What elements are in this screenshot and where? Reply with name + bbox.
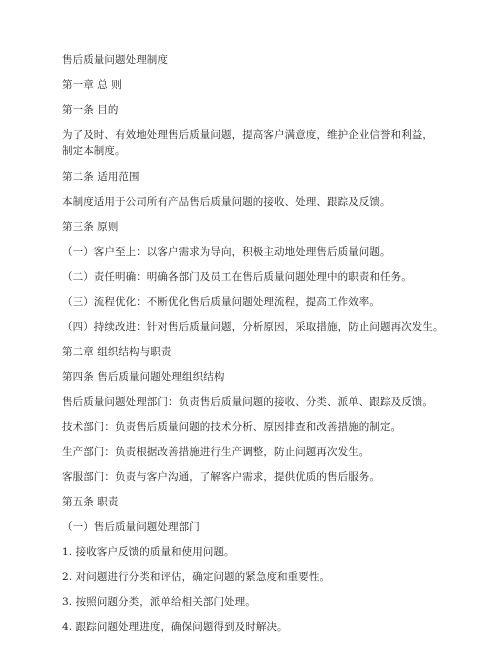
org-unit-item: 客服部门：负责与客户沟通，了解客户需求，提供优质的售后服务。 <box>62 471 380 483</box>
org-unit-item: 生产部门：负责根据改善措施进行生产调整，防止问题再次发生。 <box>62 446 370 458</box>
org-unit-item: 售后质量问题处理部门：负责售后质量问题的接收、分类、派单、跟踪及反馈。 <box>62 396 433 408</box>
article-heading: 第五条 职责 <box>62 496 119 508</box>
article-heading: 第三条 原则 <box>62 221 119 233</box>
principle-item: （二）责任明确：明确各部门及员工在售后质量问题处理中的职责和任务。 <box>62 271 412 283</box>
duty-item: 3. 按照问题分类，派单给相关部门处理。 <box>62 596 256 608</box>
article-body: 为了及时、有效地处理售后质量问题，提高客户满意度，维护企业信誉和利益，制定本制度。 <box>62 129 433 157</box>
article-heading: 第一条 目的 <box>62 104 119 116</box>
principle-item: （一）客户至上：以客户需求为导向，积极主动地处理售后质量问题。 <box>62 246 391 258</box>
org-unit-item: 技术部门：负责售后质量问题的技术分析、原因排查和改善措施的制定。 <box>62 421 402 433</box>
principle-item: （三）流程优化：不断优化售后质量问题处理流程，提高工作效率。 <box>62 296 380 308</box>
chapter-heading: 第一章 总 则 <box>62 79 122 91</box>
article-heading: 第二条 适用范围 <box>62 171 140 183</box>
duty-item: 4. 跟踪问题处理进度，确保问题得到及时解决。 <box>62 621 288 633</box>
sub-heading: （一）售后质量问题处理部门 <box>62 521 200 533</box>
duty-item: 1. 接收客户反馈的质量和使用问题。 <box>62 546 235 558</box>
article-heading: 第四条 售后质量问题处理组织结构 <box>62 371 225 383</box>
document-title: 售后质量问题处理制度 <box>62 54 168 66</box>
document-body <box>62 53 442 645</box>
principle-item: （四）持续改进：针对售后质量问题，分析原因，采取措施，防止问题再次发生。 <box>62 321 444 333</box>
article-body: 本制度适用于公司所有产品售后质量问题的接收、处理、跟踪及反馈。 <box>62 196 391 208</box>
duty-item: 2. 对问题进行分类和评估，确定问题的紧急度和重要性。 <box>62 571 331 583</box>
chapter-heading: 第二章 组织结构与职责 <box>62 346 172 358</box>
